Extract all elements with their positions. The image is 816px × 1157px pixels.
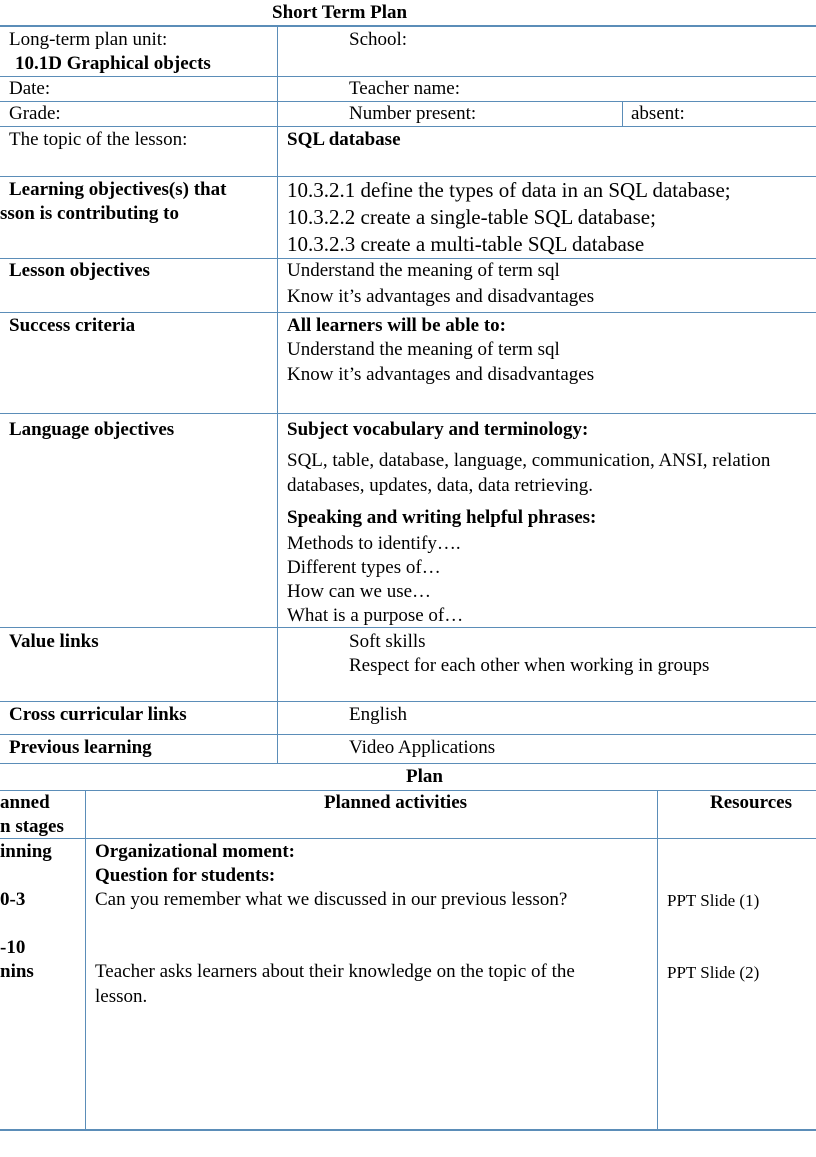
row-divider [0,701,816,702]
vocabulary-text: SQL, table, database, language, communication, ANSI, relation [287,450,771,471]
success-criteria-item: Understand the meaning of term sql [287,339,560,360]
phrase-item: How can we use… [287,581,432,602]
success-criteria-label: Success criteria [9,315,136,336]
learning-objective-item: 10.3.2.3 create a multi-table SQL database [287,232,645,256]
topic-label: The topic of the lesson: [9,129,188,150]
cross-curricular-label: Cross curricular links [9,704,187,725]
vocabulary-heading: Subject vocabulary and terminology: [287,419,589,440]
row-divider [0,312,816,313]
value-links-text-line2: Respect for each other when working in groups [349,655,710,676]
stage-time-unit: nins [0,961,34,982]
cross-curricular-value: English [349,704,408,725]
stages-column-header: anned [0,792,50,813]
topic-value: SQL database [287,129,401,150]
previous-learning-value: Video Applications [349,737,496,758]
row-divider [0,734,816,735]
learning-objectives-label-line2: sson is contributing to [0,203,179,224]
unit-value: 10.1D Graphical objects [15,53,211,74]
teacher-name-label: Teacher name: [349,78,461,99]
row-divider [0,413,816,414]
stage-time: -10 [0,937,26,958]
success-criteria-heading: All learners will be able to: [287,315,506,336]
lesson-objective-item: Know it’s advantages and disadvantages [287,286,595,307]
learning-objective-item: 10.3.2.2 create a single-table SQL database; [287,205,656,229]
value-links-text: Soft skills [349,631,426,652]
activity-question: Can you remember what we discussed in our previous lesson? [95,889,568,910]
table-top-border [0,25,816,27]
activity-heading: Question for students: [95,865,276,886]
activity-text-line2: lesson. [95,986,148,1007]
resource-item: PPT Slide (1) [667,891,760,910]
lesson-objectives-label: Lesson objectives [9,260,150,281]
previous-learning-label: Previous learning [9,737,152,758]
date-label: Date: [9,78,51,99]
column-divider [622,101,623,126]
resources-column-header: Resources [710,792,792,813]
success-criteria-item: Know it’s advantages and disadvantages [287,364,595,385]
activity-heading: Organizational moment: [95,841,296,862]
document-title: Short Term Plan [272,2,408,23]
row-divider [0,763,816,764]
stages-column-header-line2: n stages [0,816,64,837]
row-divider [0,126,816,127]
activities-column-header: Planned activities [324,792,468,813]
unit-label: Long-term plan unit: [9,29,168,50]
column-divider [277,25,278,763]
number-present-label: Number present: [349,103,477,124]
grade-label: Grade: [9,103,61,124]
column-divider [85,790,86,1130]
stage-label: inning [0,841,52,862]
plan-header-bottom-border [0,838,816,839]
plan-table-bottom-border [0,1129,816,1131]
learning-objective-item: 10.3.2.1 define the types of data in an SQL database; [287,178,731,202]
activity-text: Teacher asks learners about their knowledge on the topic of the [95,961,575,982]
language-objectives-label: Language objectives [9,419,175,440]
phrases-heading: Speaking and writing helpful phrases: [287,507,597,528]
phrase-item: What is a purpose of… [287,605,464,626]
school-label: School: [349,29,408,50]
stage-time: 0-3 [0,889,26,910]
vocabulary-text-line2: databases, updates, data, data retrieving. [287,475,593,496]
column-divider [657,790,658,1130]
phrase-item: Methods to identify…. [287,533,461,554]
resource-item: PPT Slide (2) [667,963,760,982]
absent-label: absent: [631,103,685,124]
value-links-label: Value links [9,631,99,652]
plan-title: Plan [406,766,443,787]
phrase-item: Different types of… [287,557,441,578]
learning-objectives-label: Learning objectives(s) that [9,179,227,200]
lesson-objective-item: Understand the meaning of term sql [287,260,560,281]
